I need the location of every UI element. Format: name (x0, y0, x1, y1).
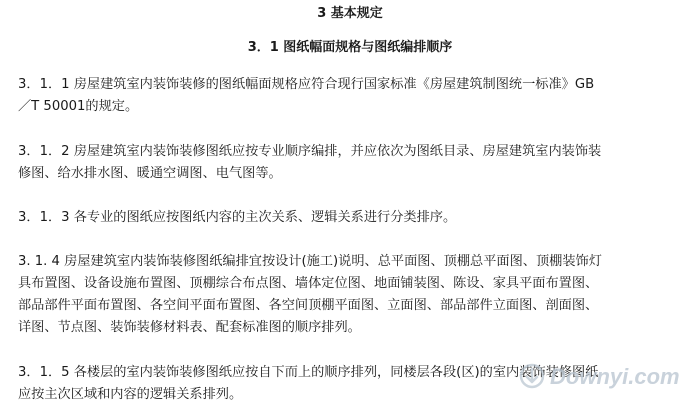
clause-line: 详图、节点图、装饰装修材料表、配套标准图的顺序排列。 (18, 320, 361, 335)
section-title: 3．1 图纸幅面规格与图纸编排顺序 (247, 40, 453, 55)
clause-line: ／T 50001的规定。 (18, 99, 139, 114)
clause-line: 修图、给水排水图、暖通空调图、电气图等。 (18, 166, 282, 181)
clause-line: 应按主次区域和内容的逻辑关系排列。 (18, 387, 243, 402)
clause-line: 3．1．5 各楼层的室内装饰装修图纸应按自下而上的顺序排列，同楼层各段(区)的室内装饰装修图纸 (18, 365, 599, 380)
clause-line: 具布置图、设备设施布置图、顶棚综合布点图、墙体定位图、地面铺装图、陈设、家具平面布置图、 (18, 276, 599, 291)
clause-line: 部品部件平面布置图、各空间平面布置图、各空间顶棚平面图、立面图、部品部件立面图、剖面图、 (18, 298, 599, 313)
clause-line: 3．1．2 房屋建筑室内装饰装修图纸应按专业顺序编排，并应依次为图纸目录、房屋建筑室内装饰装 (18, 144, 602, 159)
clause-line: 3．1．3 各专业的图纸应按图纸内容的主次关系、逻辑关系进行分类排序。 (18, 210, 457, 225)
watermark-logo (514, 355, 694, 397)
clause-3-1-4 (18, 251, 688, 339)
clause-3-1-3 (18, 207, 688, 229)
clause-3-1-1 (18, 74, 688, 118)
watermark-logo-icon (514, 355, 694, 397)
svg-text:Downyi.com: Downyi.com (550, 364, 680, 389)
clause-line: 3. 1. 4 房屋建筑室内装饰装修图纸编排宜按设计(施工)说明、总平面图、顶棚总平面图、顶棚装饰灯 (18, 254, 602, 269)
clause-3-1-2 (18, 141, 688, 185)
chapter-title: 3 基本规定 (317, 6, 383, 21)
clause-line: 3．1．1 房屋建筑室内装饰装修的图纸幅面规格应符合现行国家标准《房屋建筑制图统一标准》GB (18, 77, 595, 92)
